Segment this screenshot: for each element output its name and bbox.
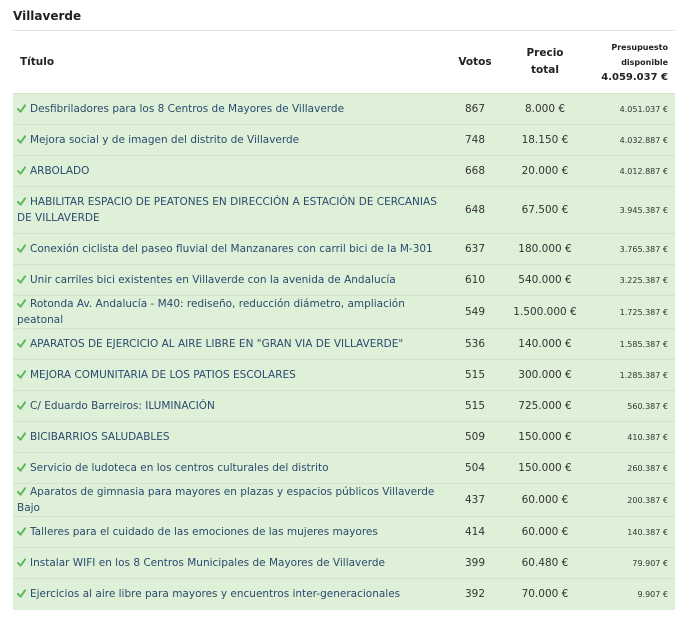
- header-price-line2: total: [531, 64, 559, 76]
- table-row: [13, 579, 675, 610]
- row-votes: 549: [464, 306, 486, 318]
- check-icon: [17, 558, 26, 567]
- row-title-cell: [13, 517, 445, 548]
- header-price-line1: Precio: [526, 47, 564, 59]
- row-votes: 392: [464, 588, 486, 601]
- proposal-link[interactable]: Conexión ciclista del paseo fluvial del Manzanares con carril bici de la M-301: [30, 243, 433, 255]
- row-price: 18.150 €: [521, 134, 569, 146]
- check-icon: [17, 197, 26, 206]
- row-title-cell: [13, 453, 445, 484]
- proposal-link[interactable]: Rotonda Av. Andalucía - M40: rediseño, reducción diámetro, ampliación peatonal: [17, 298, 405, 326]
- check-icon: [17, 370, 26, 379]
- row-budget: 3.225.387 €: [619, 275, 668, 285]
- proposal-link[interactable]: Servicio de ludoteca en los centros culturales del distrito: [30, 462, 329, 474]
- row-budget: 560.387 €: [627, 401, 668, 411]
- row-price: 60.480 €: [521, 557, 569, 569]
- row-votes: 668: [464, 165, 486, 177]
- table-row: [13, 94, 675, 125]
- check-icon: [17, 589, 26, 598]
- row-title-cell: [13, 156, 445, 187]
- table-row: [13, 329, 675, 360]
- check-icon: [17, 135, 26, 144]
- proposal-link[interactable]: Ejercicios al aire libre para mayores y encuentros inter-generacionales: [30, 588, 401, 601]
- table-row: [13, 422, 675, 453]
- table-row: [13, 517, 675, 548]
- check-icon: [17, 401, 26, 410]
- proposal-link[interactable]: MEJORA COMUNITARIA DE LOS PATIOS ESCOLARES: [30, 369, 296, 381]
- row-title-cell: [13, 391, 445, 422]
- row-budget: 4.032.887 €: [619, 135, 668, 145]
- proposal-link[interactable]: Unir carriles bici existentes en Villaverde con la avenida de Andalucía: [30, 274, 396, 286]
- row-price: 60.000 €: [521, 526, 569, 538]
- proposal-link[interactable]: HABILITAR ESPACIO DE PEATONES EN DIRECCIÓN A ESTACIÓN DE CERCANIAS DE VILLAVERDE: [17, 196, 437, 224]
- table-row: [13, 234, 675, 265]
- row-price: 140.000 €: [518, 338, 572, 350]
- proposal-link[interactable]: BICIBARRIOS SALUDABLES: [30, 431, 170, 443]
- row-price: 180.000 €: [518, 243, 572, 255]
- proposal-link[interactable]: Instalar WIFI en los 8 Centros Municipales de Mayores de Villaverde: [30, 557, 385, 569]
- header-budget-line2: disponible: [621, 57, 668, 67]
- proposal-link[interactable]: Desfibriladores para los 8 Centros de Mayores de Villaverde: [30, 103, 345, 115]
- row-title-cell: [13, 296, 445, 329]
- row-title-cell: [13, 548, 445, 579]
- row-budget: 1.285.387 €: [619, 370, 668, 380]
- table-body: [13, 94, 675, 610]
- table-row: [13, 265, 675, 296]
- check-icon: [17, 527, 26, 536]
- row-title-cell: [13, 484, 445, 517]
- row-votes: 515: [464, 369, 486, 381]
- proposal-link[interactable]: Mejora social y de imagen del distrito de Villaverde: [30, 134, 300, 146]
- row-title-cell: [13, 125, 445, 156]
- table-row: [13, 296, 675, 329]
- proposal-link[interactable]: ARBOLADO: [30, 165, 90, 177]
- table-row: [13, 187, 675, 234]
- row-budget: 260.387 €: [627, 463, 668, 473]
- row-budget: 3.945.387 €: [619, 205, 668, 215]
- table-row: [13, 453, 675, 484]
- table-row: [13, 360, 675, 391]
- row-votes: 399: [464, 557, 486, 569]
- check-icon: [17, 166, 26, 175]
- header-budget: [585, 31, 675, 94]
- row-budget: 3.765.387 €: [619, 244, 668, 254]
- header-price: [505, 31, 585, 94]
- row-title-cell: [13, 360, 445, 391]
- row-votes: 748: [464, 134, 486, 146]
- row-title-cell: [13, 329, 445, 360]
- row-votes: 509: [464, 431, 486, 443]
- check-icon: [17, 432, 26, 441]
- row-price: 540.000 €: [518, 274, 572, 286]
- row-title-cell: [13, 265, 445, 296]
- row-title-cell: [13, 94, 445, 125]
- row-title-cell: [13, 579, 445, 610]
- check-icon: [17, 487, 26, 496]
- row-price: 300.000 €: [518, 369, 572, 381]
- table-header-row: [13, 31, 675, 94]
- row-price: 1.500.000 €: [513, 306, 577, 318]
- row-budget: 410.387 €: [627, 432, 668, 442]
- check-icon: [17, 275, 26, 284]
- row-votes: 414: [464, 526, 486, 538]
- table-row: [13, 156, 675, 187]
- proposal-link[interactable]: Aparatos de gimnasia para mayores en plazas y espacios públicos Villaverde Bajo: [17, 486, 435, 514]
- row-price: 150.000 €: [518, 462, 572, 474]
- check-icon: [17, 104, 26, 113]
- table-row: [13, 548, 675, 579]
- row-votes: 648: [464, 204, 486, 216]
- row-price: 725.000 €: [518, 400, 572, 412]
- row-budget: 4.012.887 €: [619, 166, 668, 176]
- row-budget: 9.907 €: [637, 589, 668, 599]
- check-icon: [17, 339, 26, 348]
- check-icon: [17, 463, 26, 472]
- row-title-cell: [13, 187, 445, 234]
- header-budget-line1: Presupuesto: [611, 42, 668, 52]
- row-price: 150.000 €: [518, 431, 572, 443]
- table-row: [13, 484, 675, 517]
- row-votes: 867: [464, 103, 486, 115]
- row-votes: 637: [464, 243, 486, 255]
- row-price: 8.000 €: [524, 103, 566, 115]
- row-price: 67.500 €: [521, 204, 569, 216]
- row-price: 60.000 €: [521, 494, 569, 506]
- table-row: [13, 391, 675, 422]
- row-budget: 79.907 €: [632, 558, 668, 568]
- row-title-cell: [13, 422, 445, 453]
- row-budget: 140.387 €: [627, 527, 668, 537]
- proposal-link[interactable]: APARATOS DE EJERCICIO AL AIRE LIBRE EN "GRAN VIA DE VILLAVERDE": [30, 338, 404, 350]
- check-icon: [17, 244, 26, 253]
- proposal-link[interactable]: Talleres para el cuidado de las emociones de las mujeres mayores: [30, 526, 378, 538]
- row-price: 70.000 €: [521, 588, 569, 601]
- header-budget-total: 4.059.037 €: [601, 71, 668, 83]
- row-budget: 4.051.037 €: [619, 104, 668, 114]
- header-title: Título: [13, 31, 445, 94]
- table-row: [13, 125, 675, 156]
- row-budget: 1.725.387 €: [619, 307, 668, 317]
- row-budget: 1.585.387 €: [619, 339, 668, 349]
- proposal-link[interactable]: C/ Eduardo Barreiros: ILUMINACIÓN: [30, 400, 215, 412]
- row-votes: 536: [464, 338, 486, 350]
- district-title: Villaverde: [13, 9, 82, 23]
- row-price: 20.000 €: [521, 165, 569, 177]
- row-votes: 437: [464, 494, 486, 506]
- row-votes: 515: [464, 400, 486, 412]
- header-votes: Votos: [445, 31, 505, 94]
- results-table: [13, 30, 675, 610]
- check-icon: [17, 299, 26, 308]
- row-title-cell: [13, 234, 445, 265]
- row-votes: 504: [464, 462, 486, 474]
- row-budget: 200.387 €: [627, 495, 668, 505]
- row-votes: 610: [464, 274, 486, 286]
